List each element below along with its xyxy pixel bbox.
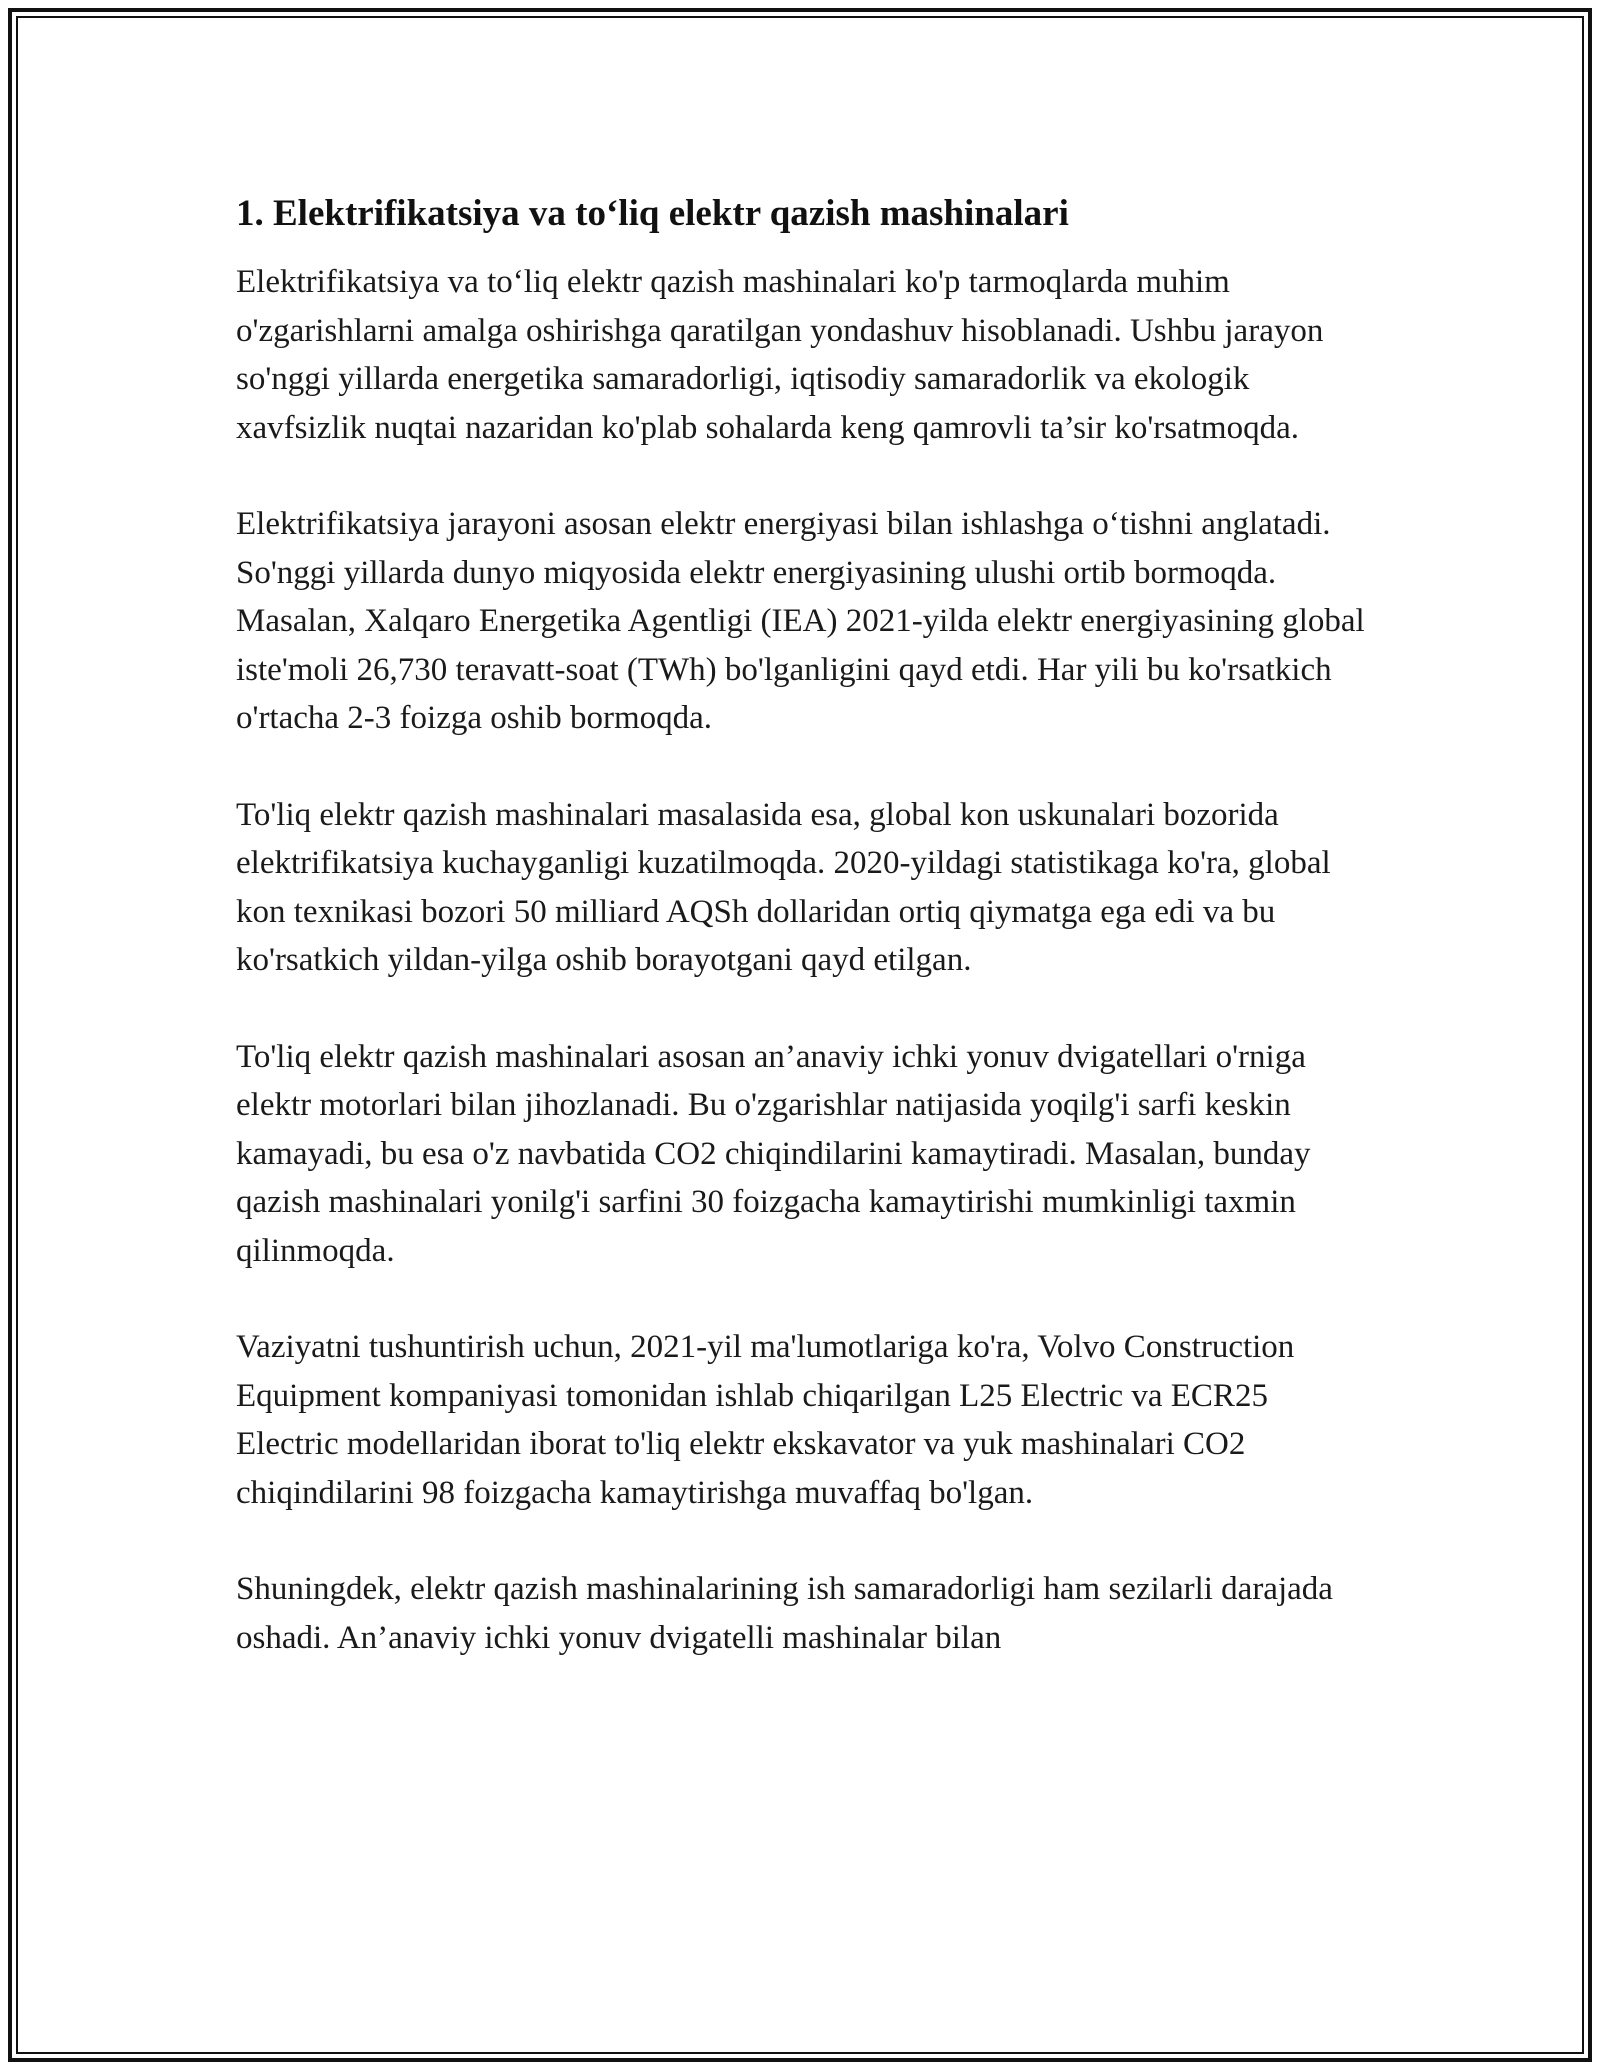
paragraph-electrification-process: Elektrifikatsiya jarayoni asosan elektr energiyasi bilan ishlashga o‘tishni anglatadi. So'nggi yillarda dunyo miqyosida elektr energiyasining ulushi ortib bormoqda. Masalan, Xalqaro Energetika Agentligi (IEA) 2021-yilda elektr energiyasining global iste'moli 26,730 teravatt-soat (TWh) bo'lganligini qayd etdi. Har yili bu ko'rsatkich o'rtacha 2-3 foizga oshib bormoqda. [236, 506, 1365, 736]
paragraph-intro: Elektrifikatsiya va to‘liq elektr qazish mashinalari ko'p tarmoqlarda muhim o'zgarishlarni amalga oshirishga qaratilgan yondashuv hisoblanadi. Ushbu jarayon so'nggi yillarda energetika samaradorligi, iqtisodiy samaradorlik va ekologik xavfsizlik nuqtai nazaridan ko'plab sohalarda keng qamrovli ta’sir ko'rsatmoqda. [236, 264, 1324, 446]
document-body [236, 186, 1376, 1710]
paragraph-electric-motors: To'liq elektr qazish mashinalari asosan an’anaviy ichki yonuv dvigatellari o'rniga elektr motorlari bilan jihozlanadi. Bu o'zgarishlar natijasida yoqilg'i sarfi keskin kamayadi, bu esa o'z navbatida CO2 chiqindilarini kamaytiradi. Masalan, bunday qazish mashinalari yonilg'i sarfini 30 foizgacha kamaytirishi mumkinligi taxmin qilinmoqda. [236, 1038, 1311, 1269]
section-heading: 1. Elektrifikatsiya va to‘liq elektr qazish mashinalari [236, 193, 1069, 234]
paragraph-mining-market: To'liq elektr qazish mashinalari masalasida esa, global kon uskunalari bozorida elektrifikatsiya kuchayganligi kuzatilmoqda. 2020-yildagi statistikaga ko'ra, global kon texnikasi bozori 50 milliard AQSh dollaridan ortiq qiymatga ega edi va bu ko'rsatkich yildan-yilga oshib borayotgani qayd etilgan. [236, 796, 1331, 978]
paragraph-volvo-example: Vaziyatni tushuntirish uchun, 2021-yil ma'lumotlariga ko'ra, Volvo Construction Equipment kompaniyasi tomonidan ishlab chiqarilgan L25 Electric va ECR25 Electric modellaridan iborat to'liq elektr ekskavator va yuk mashinalari CO2 chiqindilarini 98 foizgacha kamaytirishga muvaffaq bo'lgan. [236, 1329, 1295, 1511]
paragraph-efficiency: Shuningdek, elektr qazish mashinalarining ish samaradorligi ham sezilarli darajada oshadi. An’anaviy ichki yonuv dvigatelli mashinalar bilan [236, 1571, 1333, 1656]
